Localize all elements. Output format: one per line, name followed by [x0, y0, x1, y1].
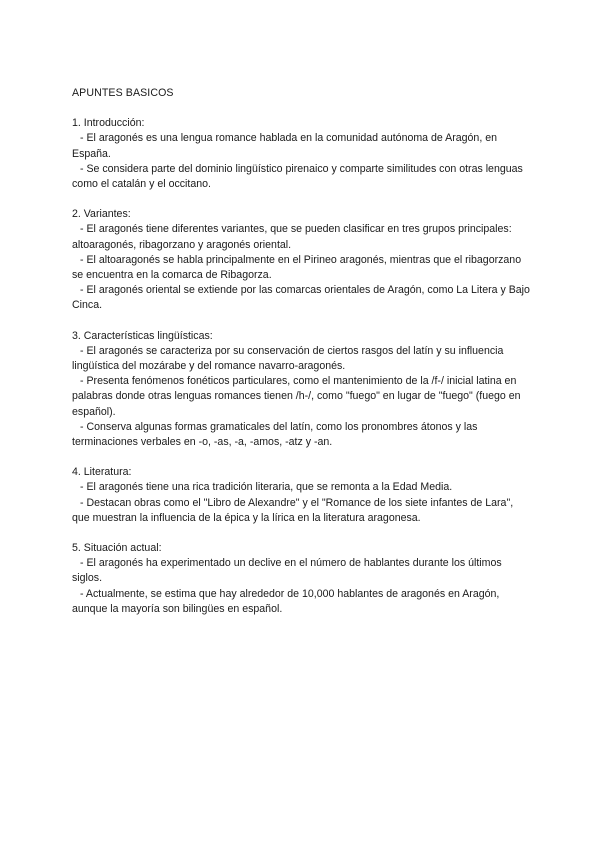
section-introduccion	[72, 116, 532, 192]
bullet-item: - El altoaragonés se habla principalmente en el Pirineo aragonés, mientras que el ribagorzano se encuentra en la comarca de Ribagorza.	[72, 253, 522, 282]
section-heading: 1. Introducción:	[72, 117, 145, 130]
section-caracteristicas	[72, 329, 532, 451]
bullet-item: - Actualmente, se estima que hay alrededor de 10,000 hablantes de aragonés en Aragón, aunque la mayoría son bilingües en español.	[72, 587, 500, 615]
bullet-item: - El aragonés ha experimentado un declive en el número de hablantes durante los últimos siglos.	[72, 557, 502, 585]
bullet-item: - Conserva algunas formas gramaticales del latín, como los pronombres átonos y las terminaciones verbales en -o, -as, -a, -amos, -atz y -an.	[72, 420, 478, 449]
section-heading: 4. Literatura:	[72, 466, 132, 479]
bullet-item: - Destacan obras como el "Libro de Alexandre" y el "Romance de los siete infantes de Lara", que muestran la influencia de la épica y la lírica en la literatura aragonesa.	[72, 496, 514, 524]
bullet-list	[72, 556, 532, 617]
bullet-list	[72, 131, 532, 192]
bullet-item: - El aragonés tiene una rica tradición literaria, que se remonta a la Edad Media.	[80, 481, 453, 494]
bullet-item: - Presenta fenómenos fonéticos particulares, como el mantenimiento de la /f-/ inicial latina en palabras donde otras lenguas romances tienen /h-/, como "fuego" en lugar de "fuego" (fuego en español).	[72, 375, 521, 418]
bullet-item: - El aragonés es una lengua romance hablada en la comunidad autónoma de Aragón, en España.	[72, 132, 497, 160]
bullet-item: - Se considera parte del dominio lingüístico pirenaico y comparte similitudes con otras lenguas como el catalán y el occitano.	[72, 162, 523, 191]
section-heading: 2. Variantes:	[72, 208, 131, 221]
section-heading: 5. Situación actual:	[72, 542, 162, 555]
bullet-list	[72, 222, 532, 313]
section-heading: 3. Características lingüísticas:	[72, 329, 213, 342]
bullet-list	[72, 344, 532, 450]
bullet-item: - El aragonés oriental se extiende por las comarcas orientales de Aragón, como La Litera y Bajo Cinca.	[72, 284, 530, 312]
bullet-list	[72, 480, 532, 526]
bullet-item: - El aragonés tiene diferentes variantes, que se pueden clasificar en tres grupos principales: altoaragonés, ribagorzano y aragonés oriental.	[72, 223, 512, 251]
section-variantes	[72, 207, 532, 313]
document-page	[72, 86, 532, 632]
section-literatura	[72, 465, 532, 526]
bullet-item: - El aragonés se caracteriza por su conservación de ciertos rasgos del latín y su influencia lingüística del mozárabe y del romance navarro-aragonés.	[72, 344, 504, 373]
document-title: APUNTES BASICOS	[72, 87, 174, 99]
section-situacion-actual	[72, 541, 532, 617]
